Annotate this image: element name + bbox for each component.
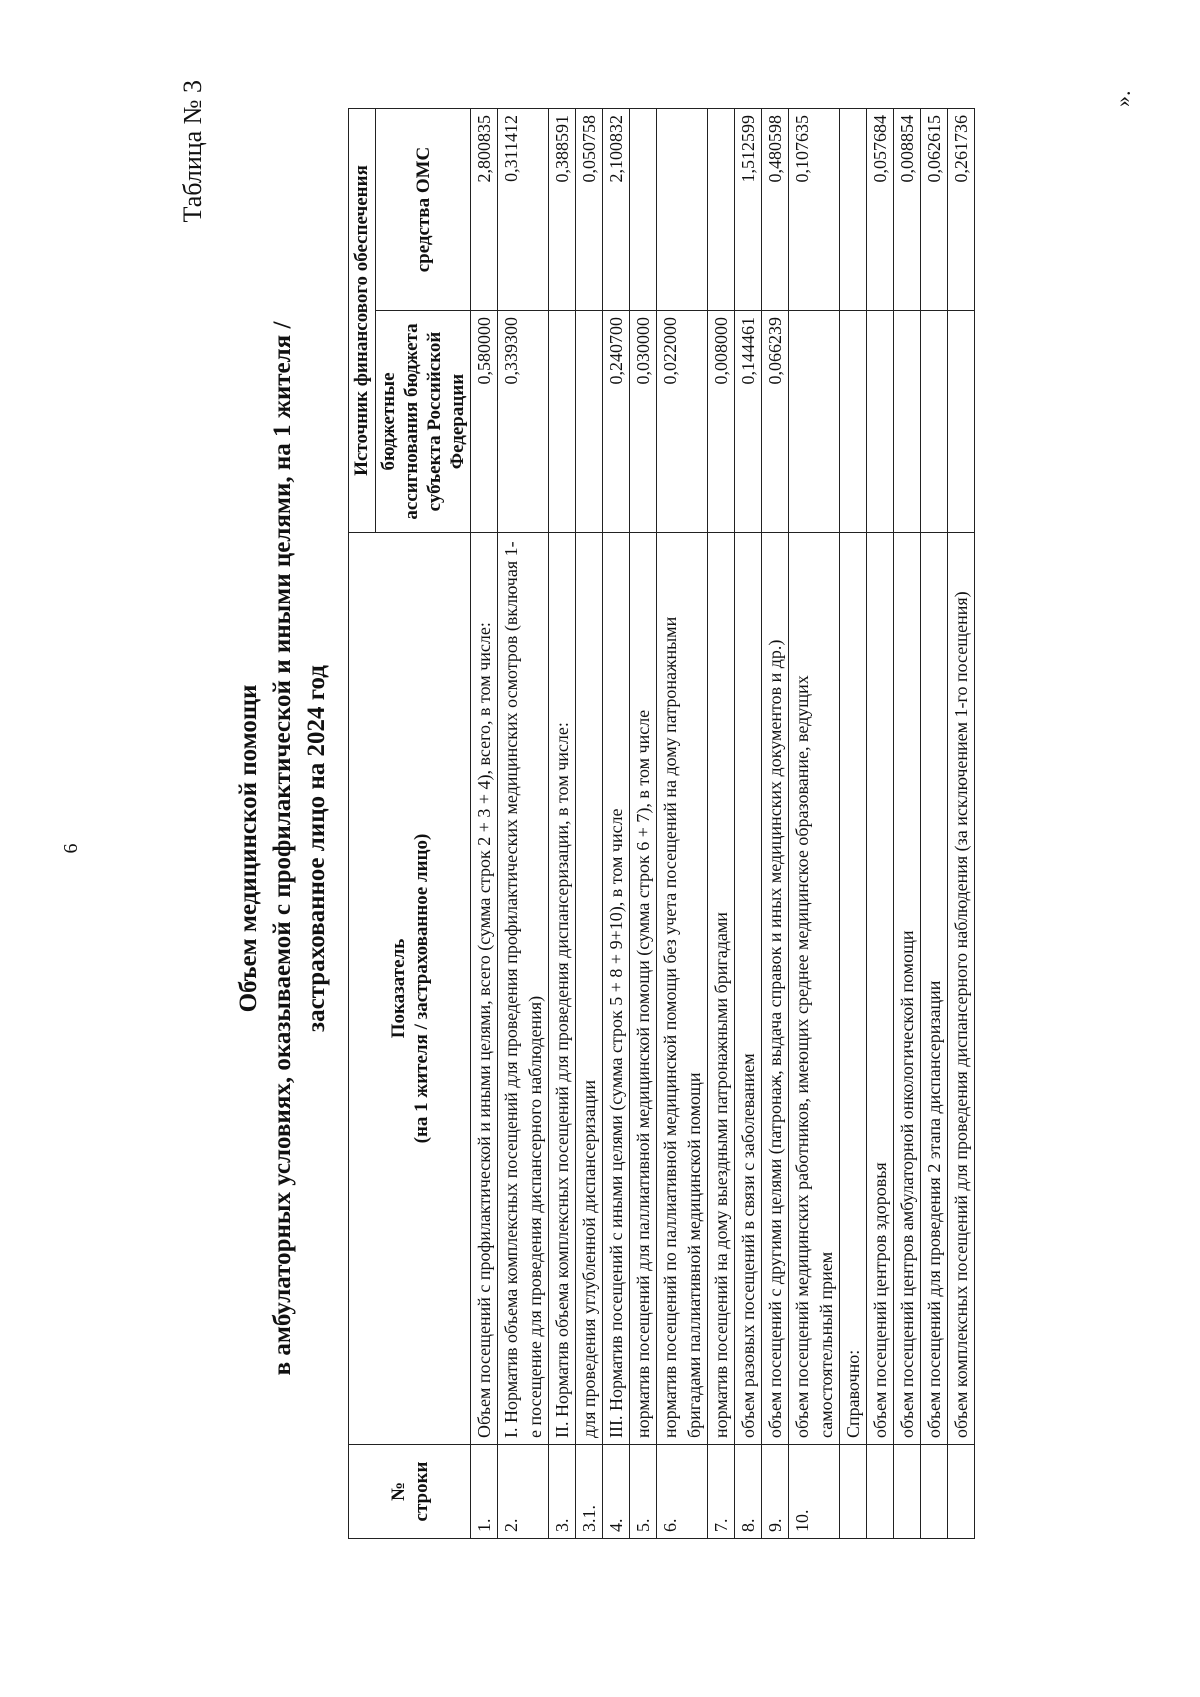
oms-value-cell — [657, 108, 708, 310]
table-row — [657, 108, 708, 1538]
table-body — [471, 108, 975, 1538]
title-line-1: Объем медицинской помощи — [235, 684, 262, 1013]
budget-value-cell — [549, 311, 576, 533]
indicator-cell: объем посещений центров амбулаторной онкологической помощи — [894, 533, 921, 1445]
table-row — [549, 108, 576, 1538]
row-number-cell — [921, 1445, 948, 1539]
budget-value-cell: 0,022000 — [657, 311, 708, 533]
table-row — [921, 108, 948, 1538]
header-row-number: № строки — [349, 1445, 471, 1539]
volume-table — [348, 108, 975, 1539]
row-number-cell: 6. — [657, 1445, 708, 1539]
document-title — [232, 40, 334, 1657]
indicator-cell: объем посещений медицинских работников, имеющих среднее медицинское образование, ведущих самостоятельный прием — [789, 533, 840, 1445]
table-row — [948, 108, 975, 1538]
indicator-cell: III. Норматив посещений с иными целями (сумма строк 5 + 8 + 9+10), в том числе — [603, 533, 630, 1445]
header-indicator-note: (на 1 жителя / застрахованное лицо) — [410, 833, 432, 1144]
table-row — [735, 108, 762, 1538]
table-row — [471, 108, 498, 1538]
row-number-cell: 10. — [789, 1445, 840, 1539]
budget-value-cell — [840, 311, 867, 533]
row-number-cell: 5. — [630, 1445, 657, 1539]
row-number-cell: 1. — [471, 1445, 498, 1539]
indicator-cell: норматив посещений для паллиативной медицинской помощи (сумма строк 6 + 7), в том числе — [630, 533, 657, 1445]
table-row — [762, 108, 789, 1538]
table-row — [840, 108, 867, 1538]
oms-value-cell: 0,062615 — [921, 108, 948, 310]
table-row — [867, 108, 894, 1538]
oms-value-cell — [630, 108, 657, 310]
table-row — [789, 108, 840, 1538]
indicator-cell: Справочно: — [840, 533, 867, 1445]
budget-value-cell — [948, 311, 975, 533]
indicator-cell: Объем посещений с профилактической и иными целями, всего (сумма строк 2 + 3 + 4), всего, в том числе: — [471, 533, 498, 1445]
oms-value-cell: 0,388591 — [549, 108, 576, 310]
budget-value-cell — [576, 311, 603, 533]
oms-value-cell: 0,261736 — [948, 108, 975, 310]
row-number-cell: 9. — [762, 1445, 789, 1539]
oms-value-cell: 0,057684 — [867, 108, 894, 310]
budget-value-cell — [789, 311, 840, 533]
row-number-cell: 2. — [498, 1445, 549, 1539]
table-row — [894, 108, 921, 1538]
table-row — [576, 108, 603, 1538]
oms-value-cell: 2,800835 — [471, 108, 498, 310]
page-number: 6 — [60, 843, 82, 854]
budget-value-cell: 0,339300 — [498, 311, 549, 533]
oms-value-cell: 0,008854 — [894, 108, 921, 310]
closing-quote: ». — [1110, 90, 1135, 107]
row-number-cell — [948, 1445, 975, 1539]
budget-value-cell: 0,240700 — [603, 311, 630, 533]
row-number-cell — [867, 1445, 894, 1539]
header-oms: средства ОМС — [376, 108, 471, 310]
budget-value-cell — [867, 311, 894, 533]
table-row — [630, 108, 657, 1538]
header-budget: бюджетные ассигнования бюджета субъекта Российской Федерации — [376, 311, 471, 533]
row-number-cell — [894, 1445, 921, 1539]
title-line-2: в амбулаторных условиях, оказываемой с профилактической и иными целями, на 1 жителя / — [269, 321, 296, 1376]
table-row — [498, 108, 549, 1538]
header-indicator — [349, 533, 471, 1445]
oms-value-cell: 0,050758 — [576, 108, 603, 310]
table-row — [708, 108, 735, 1538]
oms-value-cell — [708, 108, 735, 310]
row-number-cell: 4. — [603, 1445, 630, 1539]
table-label: Таблица № 3 — [178, 80, 207, 223]
row-number-cell — [840, 1445, 867, 1539]
indicator-cell: норматив посещений по паллиативной медицинской помощи без учета посещений на дому патронажными бригадами паллиативной медицинской помощи — [657, 533, 708, 1445]
row-number-cell: 8. — [735, 1445, 762, 1539]
row-number-cell: 3.1. — [576, 1445, 603, 1539]
table-row — [603, 108, 630, 1538]
budget-value-cell: 0,030000 — [630, 311, 657, 533]
budget-value-cell: 0,066239 — [762, 311, 789, 533]
budget-value-cell: 0,580000 — [471, 311, 498, 533]
indicator-cell: объем посещений центров здоровья — [867, 533, 894, 1445]
oms-value-cell: 0,107635 — [789, 108, 840, 310]
header-funding-source: Источник финансового обеспечения — [349, 108, 376, 532]
budget-value-cell — [921, 311, 948, 533]
oms-value-cell: 2,100832 — [603, 108, 630, 310]
oms-value-cell: 1,512599 — [735, 108, 762, 310]
oms-value-cell — [840, 108, 867, 310]
row-number-cell: 3. — [549, 1445, 576, 1539]
indicator-cell: объем посещений с другими целями (патронаж, выдача справок и иных медицинских документов и др.) — [762, 533, 789, 1445]
indicator-cell: II. Норматив объема комплексных посещений для проведения диспансеризации, в том числе: — [549, 533, 576, 1445]
header-indicator-title: Показатель — [387, 938, 409, 1039]
indicator-cell: I. Норматив объема комплексных посещений для проведения профилактических медицинских осмотров (включая 1-е посещение для проведения диспансерного наблюдения) — [498, 533, 549, 1445]
budget-value-cell — [894, 311, 921, 533]
indicator-cell: объем комплексных посещений для проведения диспансерного наблюдения (за исключением 1-го посещения) — [948, 533, 975, 1445]
budget-value-cell: 0,144461 — [735, 311, 762, 533]
oms-value-cell: 0,311412 — [498, 108, 549, 310]
oms-value-cell: 0,480598 — [762, 108, 789, 310]
budget-value-cell: 0,008000 — [708, 311, 735, 533]
indicator-cell: объем разовых посещений в связи с заболеванием — [735, 533, 762, 1445]
indicator-cell: для проведения углубленной диспансеризации — [576, 533, 603, 1445]
indicator-cell: норматив посещений на дому выездными патронажными бригадами — [708, 533, 735, 1445]
row-number-cell: 7. — [708, 1445, 735, 1539]
indicator-cell: объем посещений для проведения 2 этапа диспансеризации — [921, 533, 948, 1445]
title-line-3: застрахованное лицо на 2024 год — [303, 665, 330, 1032]
